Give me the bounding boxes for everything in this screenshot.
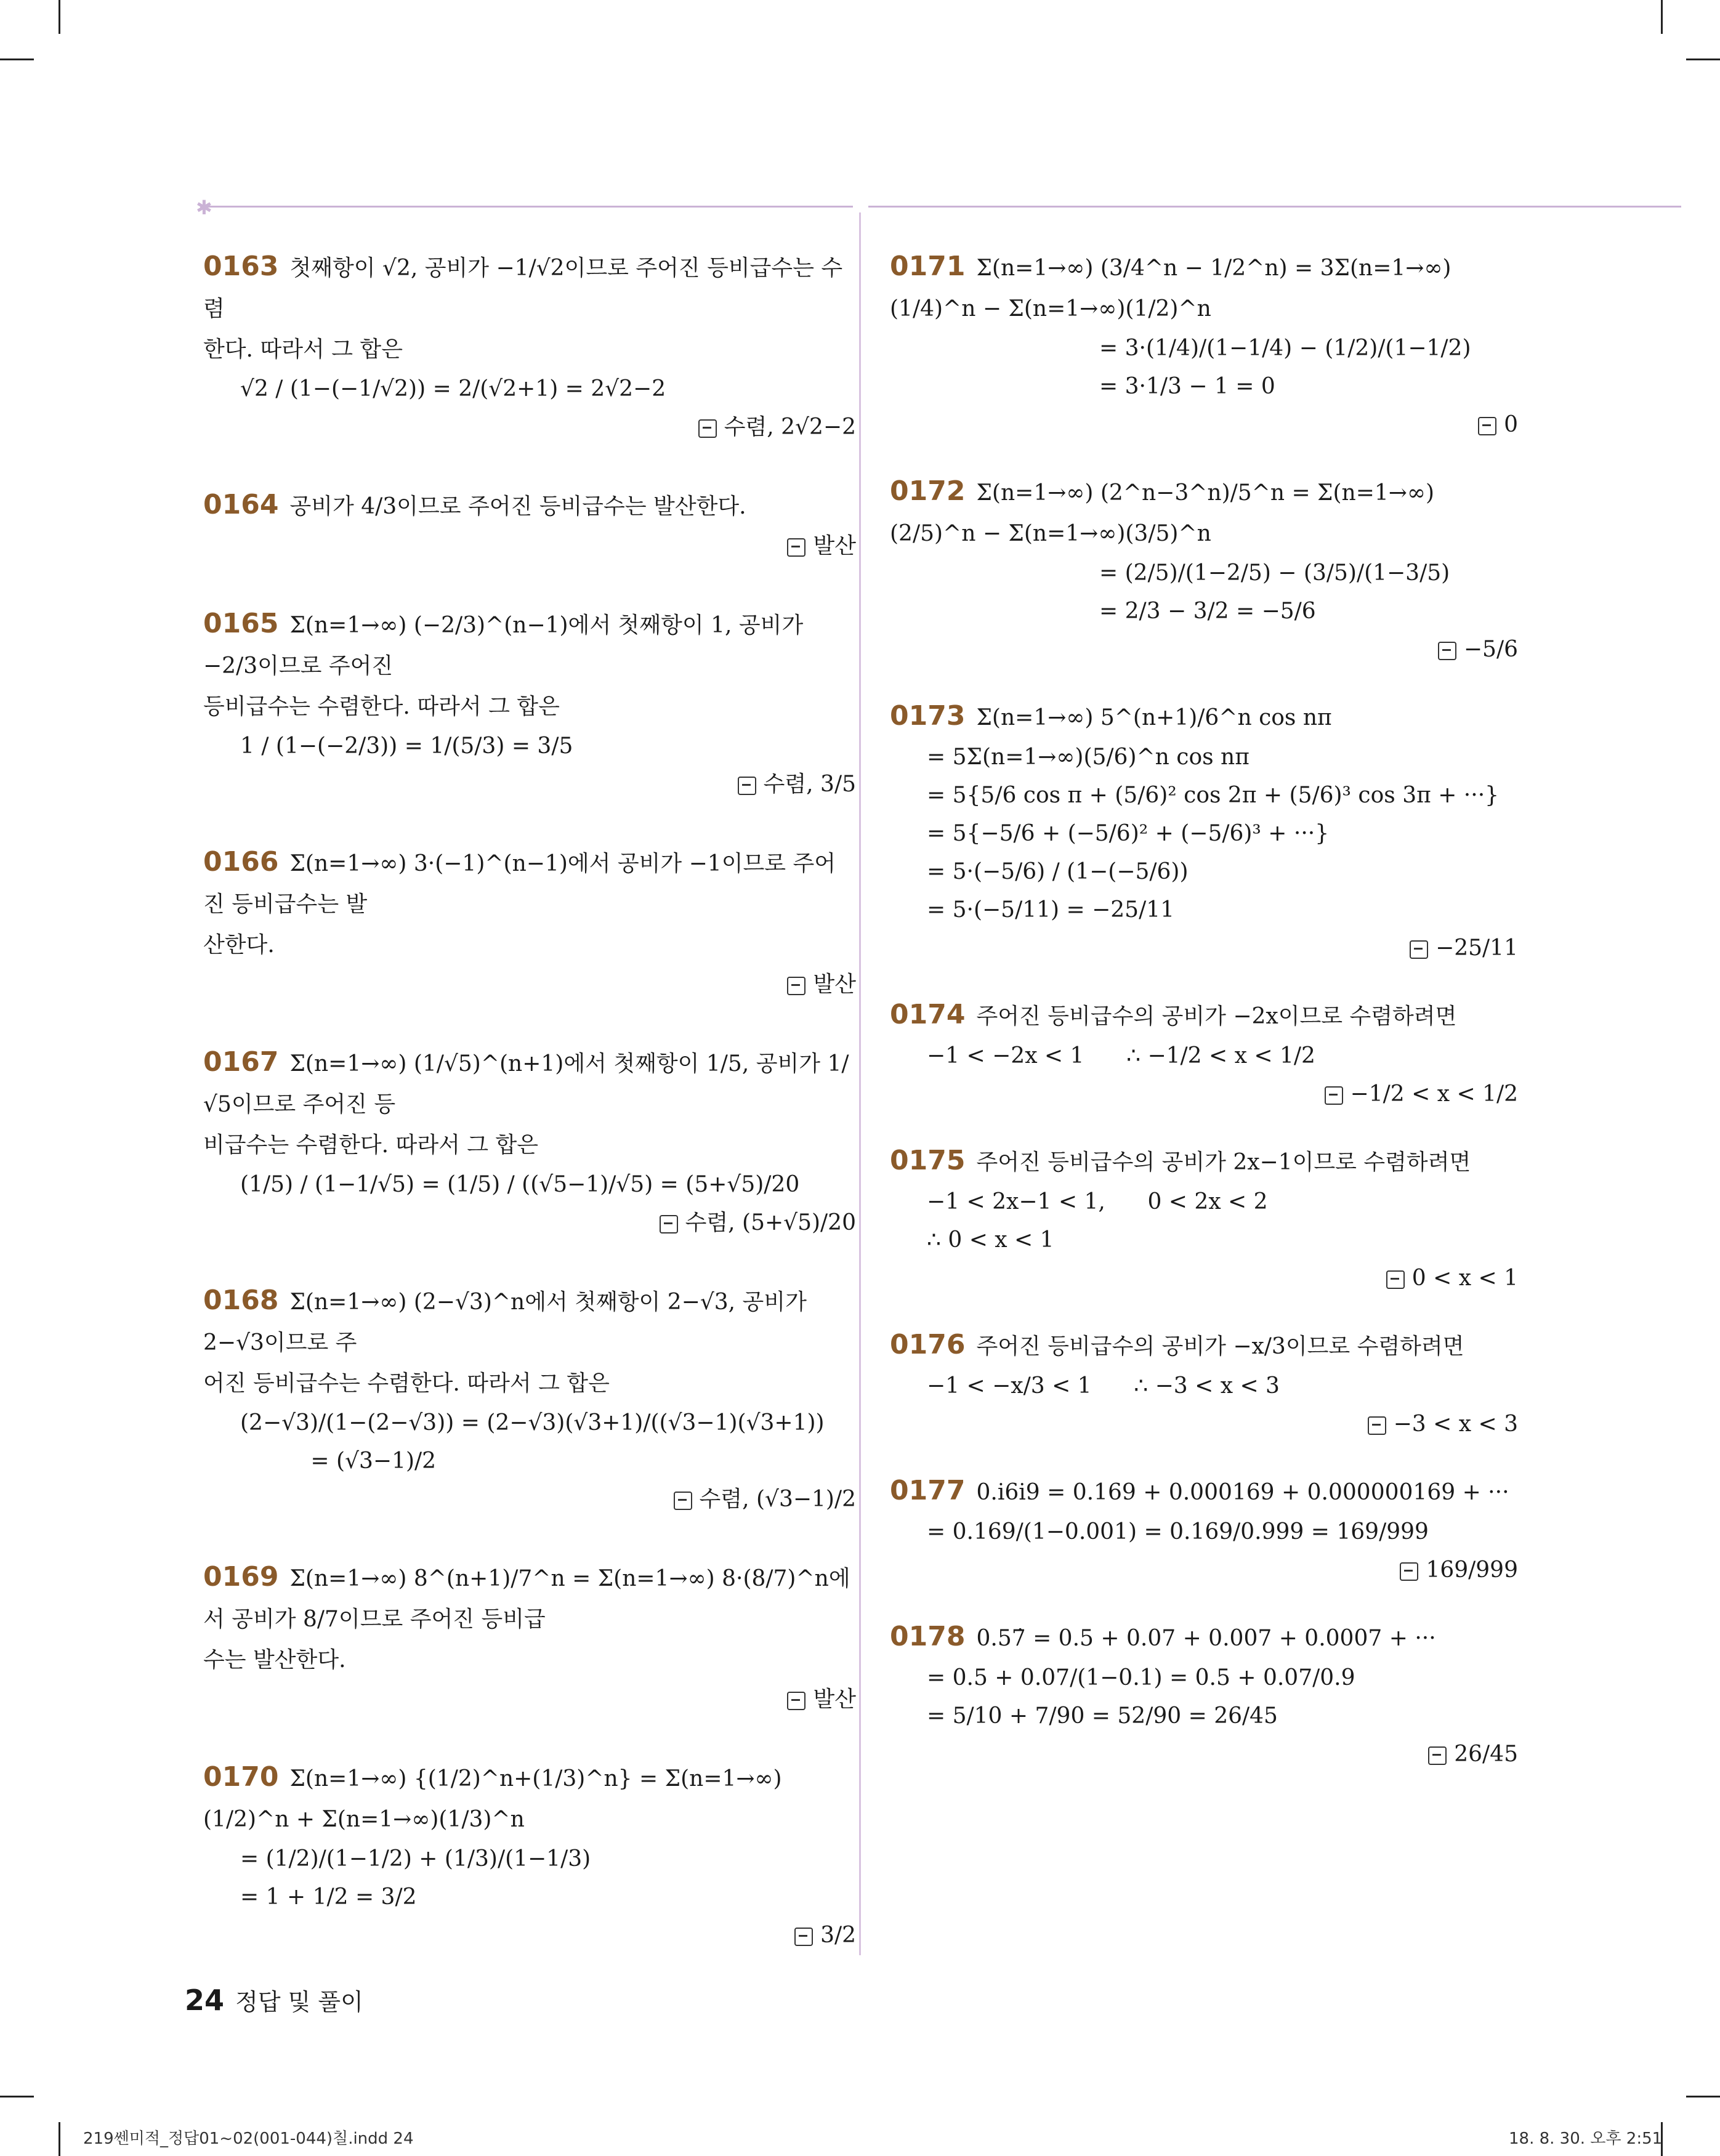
answer-row [890, 1259, 1518, 1298]
equation-line: = 5/10 + 7/90 = 52/90 = 26/45 [927, 1703, 1278, 1729]
answer-row [890, 1551, 1518, 1589]
problem-text: 공비가 4/3이므로 주어진 등비급수는 발산한다. [289, 494, 746, 519]
equation-line: = 5{5/6 cos π + (5/6)² cos 2π + (5/6)³ cos 3π + ···} [927, 783, 1500, 808]
left-column [203, 246, 856, 1993]
page-footer [185, 1983, 363, 2017]
equation-line: = (1/2)/(1−1/2) + (1/3)/(1−1/3) [240, 1846, 591, 1871]
right-column [890, 246, 1518, 1801]
problem-text: 0.57̇ = 0.5 + 0.07 + 0.007 + 0.0007 + ··· [976, 1626, 1436, 1651]
column-divider [859, 212, 861, 1955]
problem-text-line [203, 1557, 856, 1640]
problem-text-line [203, 1042, 856, 1125]
answer-text: −1/2 < x < 1/2 [1350, 1081, 1518, 1107]
problem-text-line [890, 246, 1518, 329]
equation-line: = (√3−1)/2 [240, 1448, 437, 1474]
problem-text: 첫째항이 √2, 공비가 −1/√2이므로 주어진 등비급수는 수렴 [203, 256, 843, 321]
equation-line: ∴ 0 < x < 1 [927, 1227, 1054, 1253]
answer-text: 169/999 [1426, 1557, 1518, 1583]
answer-text: −5/6 [1463, 637, 1518, 662]
problem-text-line [890, 1471, 1518, 1513]
problem-0175 [890, 1141, 1518, 1298]
problem-text-line [890, 1141, 1518, 1183]
answer-mark-icon [738, 777, 756, 795]
answer-text: 26/45 [1454, 1742, 1518, 1767]
answer-mark-icon [660, 1215, 678, 1233]
problem-text: Σ(n=1→∞) (2^n−3^n)/5^n = Σ(n=1→∞)(2/5)^n − Σ(n=1→∞)(3/5)^n [890, 480, 1435, 546]
problem-number: 0164 [203, 489, 279, 520]
answer-text: −3 < x < 3 [1393, 1411, 1518, 1437]
problem-0174 [890, 995, 1518, 1113]
answer-row [890, 406, 1518, 444]
problem-text: 수는 발산한다. [203, 1647, 346, 1673]
problem-number: 0176 [890, 1329, 966, 1360]
answer-mark-icon [787, 977, 805, 995]
problem-0171 [890, 246, 1518, 444]
header-rule-left [200, 206, 853, 208]
problem-0176 [890, 1325, 1518, 1443]
problem-text: Σ(n=1→∞) 3·(−1)^(n−1)에서 공비가 −1이므로 주어진 등비급수는 발 [203, 851, 836, 917]
problem-text-line [203, 1640, 856, 1681]
problem-text: 등비급수는 수렴한다. 따라서 그 합은 [203, 694, 560, 719]
problem-text-line [203, 329, 856, 370]
problem-number: 0173 [890, 700, 966, 732]
problem-0166 [203, 842, 856, 1004]
footer-label: 정답 및 풀이 [235, 1988, 363, 2016]
problem-text-line [890, 471, 1518, 554]
answer-row [890, 1405, 1518, 1443]
problem-0172 [890, 471, 1518, 669]
problem-number: 0163 [203, 251, 279, 282]
problem-text-line [203, 1363, 856, 1404]
equation-line: √2 / (1−(−1/√2)) = 2/(√2+1) = 2√2−2 [240, 376, 666, 402]
problem-text: 주어진 등비급수의 공비가 2x−1이므로 수렴하려면 [976, 1150, 1471, 1175]
answer-row [890, 1075, 1518, 1113]
answer-text: −25/11 [1435, 935, 1518, 961]
problem-text-line [203, 485, 856, 527]
problem-text-line [203, 687, 856, 727]
answer-row [890, 1735, 1518, 1774]
equation-line: = 0.169/(1−0.001) = 0.169/0.999 = 169/999 [927, 1519, 1429, 1544]
problem-text-line [203, 842, 856, 925]
answer-mark-icon [794, 1928, 813, 1946]
problem-0173 [890, 696, 1518, 967]
crop-mark [0, 2096, 34, 2097]
problem-text: 산한다. [203, 932, 275, 958]
answer-row [203, 527, 856, 565]
equation-line: 1 / (1−(−2/3)) = 1/(5/3) = 3/5 [240, 733, 573, 759]
answer-mark-icon [1386, 1270, 1405, 1289]
answer-mark-icon [787, 538, 805, 557]
problem-text-line [890, 1325, 1518, 1367]
slug-file: 219쎈미적_정답01~02(001-044)칠.indd 24 [83, 2130, 414, 2148]
equation-line: −1 < −x/3 < 1 ∴ −3 < x < 3 [927, 1373, 1280, 1399]
answer-row [203, 1204, 856, 1242]
answer-row [203, 1916, 856, 1955]
answer-mark-icon [1400, 1562, 1418, 1581]
answer-text: 발산 [813, 972, 856, 997]
problem-0168 [203, 1280, 856, 1519]
answer-text: 수렴, 3/5 [763, 772, 856, 797]
problem-text: 주어진 등비급수의 공비가 −2x이므로 수렴하려면 [976, 1004, 1457, 1029]
problem-text: 한다. 따라서 그 합은 [203, 337, 403, 362]
problem-text-line [890, 1617, 1518, 1659]
problem-number: 0174 [890, 999, 966, 1030]
equation-line: −1 < −2x < 1 ∴ −1/2 < x < 1/2 [927, 1043, 1315, 1068]
problem-text: Σ(n=1→∞) (2−√3)^n에서 첫째항이 2−√3, 공비가 2−√3이므로 주 [203, 1290, 807, 1355]
problem-text: Σ(n=1→∞) (−2/3)^(n−1)에서 첫째항이 1, 공비가 −2/3이므로 주어진 [203, 613, 804, 679]
problem-text-line [890, 995, 1518, 1037]
problem-text: 주어진 등비급수의 공비가 −x/3이므로 수렴하려면 [976, 1334, 1464, 1359]
equation-line: = 5{−5/6 + (−5/6)² + (−5/6)³ + ···} [927, 821, 1330, 846]
answer-text: 수렴, (5+√5)/20 [685, 1210, 856, 1235]
problem-number: 0171 [890, 251, 966, 282]
answer-mark-icon [1325, 1086, 1343, 1105]
problem-number: 0165 [203, 608, 279, 639]
equation-line: = 5Σ(n=1→∞)(5/6)^n cos nπ [927, 745, 1250, 770]
problem-0163 [203, 246, 856, 446]
crop-mark [1661, 0, 1663, 34]
answer-row [203, 408, 856, 446]
problem-number: 0169 [203, 1561, 279, 1593]
problem-text: Σ(n=1→∞) (3/4^n − 1/2^n) = 3Σ(n=1→∞)(1/4)^n − Σ(n=1→∞)(1/2)^n [890, 256, 1452, 321]
answer-text: 수렴, (√3−1)/2 [699, 1487, 856, 1512]
equation-line: = (2/5)/(1−2/5) − (3/5)/(1−3/5) [1099, 560, 1450, 586]
problem-text: Σ(n=1→∞) (1/√5)^(n+1)에서 첫째항이 1/5, 공비가 1/√5이므로 주어진 등 [203, 1051, 849, 1117]
problem-number: 0175 [890, 1145, 966, 1176]
equation-line: (2−√3)/(1−(2−√3)) = (2−√3)(√3+1)/((√3−1)(√3+1)) [240, 1410, 825, 1435]
answer-mark-icon [787, 1692, 805, 1710]
problem-0164 [203, 485, 856, 565]
problem-0169 [203, 1557, 856, 1719]
problem-number: 0177 [890, 1475, 966, 1506]
crop-mark [59, 0, 60, 34]
problem-number: 0168 [203, 1285, 279, 1316]
equation-line: = 5·(−5/11) = −25/11 [927, 897, 1175, 923]
problem-number: 0167 [203, 1046, 279, 1078]
problem-number: 0166 [203, 846, 279, 878]
answer-row [890, 631, 1518, 669]
problem-text-line [203, 604, 856, 687]
problem-text: Σ(n=1→∞) 5^(n+1)/6^n cos nπ [976, 705, 1332, 730]
equation-line: = 0.5 + 0.07/(1−0.1) = 0.5 + 0.07/0.9 [927, 1665, 1355, 1690]
answer-mark-icon [1478, 417, 1496, 435]
crop-mark [1686, 2096, 1720, 2097]
answer-text: 발산 [813, 533, 856, 559]
answer-mark-icon [674, 1492, 692, 1510]
answer-text: 3/2 [820, 1923, 856, 1948]
problem-text: 어진 등비급수는 수렴한다. 따라서 그 합은 [203, 1371, 610, 1396]
crop-mark [1686, 59, 1720, 60]
answer-mark-icon [1410, 940, 1428, 959]
problem-text: 0.i6i9 = 0.169 + 0.000169 + 0.000000169 + ··· [976, 1480, 1509, 1505]
answer-row [890, 929, 1518, 967]
problem-0165 [203, 604, 856, 804]
problem-text-line [890, 696, 1518, 738]
answer-text: 발산 [813, 1687, 856, 1712]
problem-0170 [203, 1757, 856, 1955]
equation-line: −1 < 2x−1 < 1, 0 < 2x < 2 [927, 1189, 1268, 1214]
problem-text: Σ(n=1→∞) 8^(n+1)/7^n = Σ(n=1→∞) 8·(8/7)^n에서 공비가 8/7이므로 주어진 등비급 [203, 1566, 850, 1632]
crop-mark [0, 59, 34, 60]
crop-mark [59, 2122, 60, 2156]
problem-text-line [203, 1125, 856, 1166]
problem-number: 0178 [890, 1621, 966, 1652]
answer-row [203, 966, 856, 1004]
answer-mark-icon [1438, 642, 1456, 660]
problem-text-line [203, 925, 856, 966]
answer-mark-icon [1428, 1746, 1447, 1765]
problem-0177 [890, 1471, 1518, 1589]
answer-mark-icon [1368, 1416, 1386, 1435]
problem-0178 [890, 1617, 1518, 1774]
answer-mark-icon [698, 419, 717, 438]
equation-line: = 1 + 1/2 = 3/2 [240, 1884, 417, 1910]
answer-text: 수렴, 2√2−2 [724, 414, 856, 440]
problem-text-line [203, 1280, 856, 1363]
answer-row [203, 1681, 856, 1719]
problem-0167 [203, 1042, 856, 1242]
equation-line: (1/5) / (1−1/√5) = (1/5) / ((√5−1)/√5) = (5+√5)/20 [240, 1172, 800, 1197]
problem-number: 0172 [890, 475, 966, 507]
star-ornament: ✱ [196, 196, 212, 219]
answer-row [203, 765, 856, 804]
problem-number: 0170 [203, 1761, 279, 1793]
answer-text: 0 [1504, 412, 1518, 437]
problem-text: Σ(n=1→∞) {(1/2)^n+(1/3)^n} = Σ(n=1→∞)(1/2)^n + Σ(n=1→∞)(1/3)^n [203, 1766, 782, 1832]
header-rule-right [868, 206, 1681, 208]
page-number: 24 [185, 1984, 225, 2017]
problem-text-line [203, 1757, 856, 1840]
equation-line: = 5·(−5/6) / (1−(−5/6)) [927, 859, 1189, 884]
problem-text: 비급수는 수렴한다. 따라서 그 합은 [203, 1133, 539, 1158]
answer-row [203, 1480, 856, 1519]
equation-line: = 3·1/3 − 1 = 0 [1099, 374, 1275, 399]
equation-line: = 3·(1/4)/(1−1/4) − (1/2)/(1−1/2) [1099, 336, 1471, 361]
answer-text: 0 < x < 1 [1411, 1266, 1518, 1291]
slug-datetime: 18. 8. 30. 오후 2:51 [1509, 2130, 1663, 2148]
equation-line: = 2/3 − 3/2 = −5/6 [1099, 599, 1316, 624]
problem-text-line [203, 246, 856, 329]
